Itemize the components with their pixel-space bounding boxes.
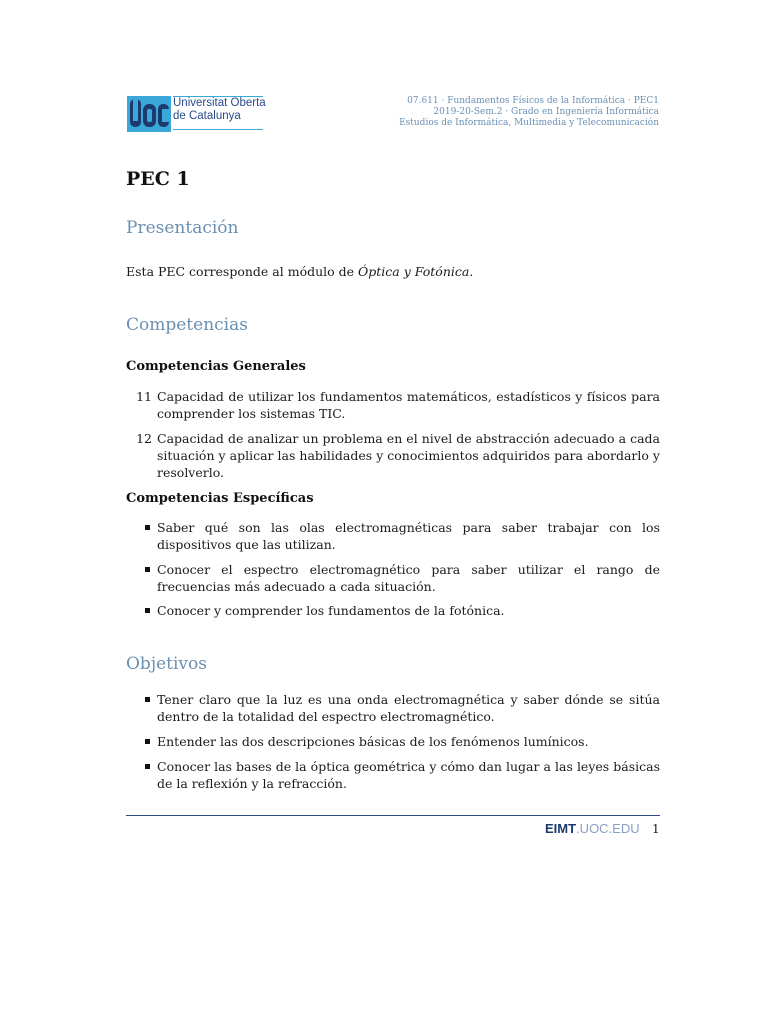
course-header (359, 96, 659, 129)
presentacion-module-name: Óptica y Fotónica (358, 264, 470, 279)
item-number: 12 (136, 431, 152, 446)
document-title: PEC 1 (126, 168, 190, 190)
bullet-icon (145, 764, 150, 769)
item-text: Capacidad de utilizar los fundamentos matemáticos, estadísticos y físicos para comprender los sistemas TIC. (157, 389, 660, 421)
presentacion-text-end: . (469, 264, 474, 279)
heading-competencias: Competencias (126, 315, 248, 335)
item-text: Conocer y comprender los fundamentos de la fotónica. (157, 603, 505, 618)
item-text: Entender las dos descripciones básicas de los fenómenos lumínicos. (157, 734, 589, 749)
presentacion-text: Esta PEC corresponde al módulo de (126, 264, 359, 279)
item-number: 11 (136, 389, 152, 404)
bullet-icon (145, 739, 150, 744)
item-text: Tener claro que la luz es una onda electromagnética y saber dónde se sitúa dentro de la totalidad del espectro electromagnético. (157, 692, 660, 724)
header-line-2: 2019-20-Sem.2 · Grado en Ingeniería Informática (433, 107, 659, 117)
logo-line-1: Universitat Oberta (173, 97, 266, 109)
footer-brand-bold: EIMT (545, 821, 577, 836)
page-number: 1 (652, 822, 660, 836)
heading-competencias-generales: Competencias Generales (126, 359, 306, 374)
presentacion-paragraph (126, 264, 473, 279)
heading-objetivos: Objetivos (126, 654, 207, 674)
logo-rule-top (173, 96, 263, 97)
header-line-1: 07.611 · Fundamentos Físicos de la Informática · PEC1 (407, 96, 659, 106)
bullet-icon (145, 567, 150, 572)
bullet-icon (145, 525, 150, 530)
item-text: Conocer el espectro electromagnético para saber utilizar el rango de frecuencias más adecuado a cada situación. (157, 562, 660, 594)
item-text: Conocer las bases de la óptica geométrica y cómo dan lugar a las leyes básicas de la reflexión y la refracción. (157, 759, 660, 791)
bullet-icon (145, 697, 150, 702)
uoc-logo-mark (127, 96, 171, 132)
item-text: Capacidad de analizar un problema en el nivel de abstracción adecuado a cada situación y aplicar las habilidades y conocimientos adquiridos para abordarlo y resolverlo. (157, 431, 660, 480)
logo-rule-bottom (173, 129, 263, 130)
header-line-3: Estudios de Informática, Multimedia y Telecomunicación (399, 118, 659, 128)
heading-presentacion: Presentación (126, 218, 239, 238)
uoc-logo (127, 96, 266, 132)
logo-text (173, 97, 266, 123)
footer-brand-light: .UOC.EDU (576, 821, 640, 836)
bullet-icon (145, 608, 150, 613)
item-text: Saber qué son las olas electromagnéticas para saber trabajar con los dispositivos que las utilizan. (157, 520, 660, 552)
logo-line-2: de Catalunya (173, 110, 241, 122)
heading-competencias-especificas: Competencias Específicas (126, 491, 314, 506)
footer-rule (126, 815, 660, 816)
footer-brand (545, 821, 640, 836)
